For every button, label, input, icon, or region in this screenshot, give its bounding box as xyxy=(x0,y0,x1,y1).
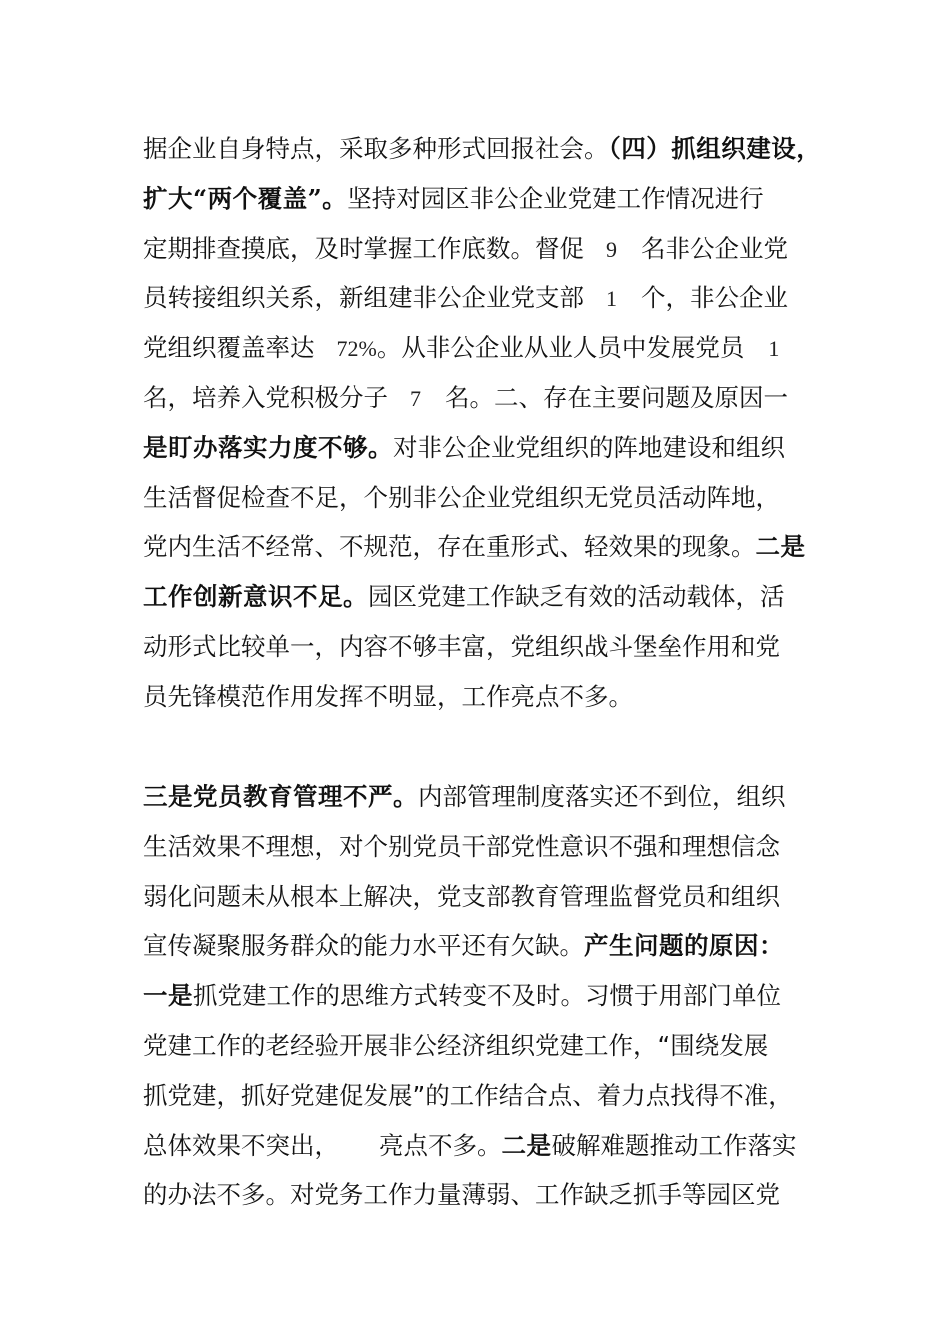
body-text: 对非公企业党组织的阵地建设和组织 xyxy=(393,432,785,462)
text-line-21 xyxy=(143,1170,811,1220)
text-line-19 xyxy=(143,1071,811,1121)
text-line-4 xyxy=(143,273,811,323)
text-line-17 xyxy=(143,971,811,1021)
body-text: 抓党建工作的思维方式转变不及时。习惯于用部门单位 xyxy=(193,981,781,1011)
paragraph-block-2 xyxy=(143,772,811,1220)
text-line-13 xyxy=(143,772,811,822)
text-line-16 xyxy=(143,921,811,971)
body-text: 员转接组织关系，新组建非公企业党支部 xyxy=(143,283,584,313)
text-line-6 xyxy=(143,373,811,423)
body-text: 生活督促检查不足，个别非公企业党组织无党员活动阵地， xyxy=(143,482,780,512)
text-line-8 xyxy=(143,473,811,523)
text-line-11 xyxy=(143,622,811,672)
bold-heading: 扩大“两个覆盖”。 xyxy=(143,183,348,213)
paragraph-block-1 xyxy=(143,124,822,722)
body-text: 的办法不多。对党务工作力量薄弱、工作缺乏抓手等园区党 xyxy=(143,1180,780,1210)
bold-heading: 产生问题的原因： xyxy=(584,931,784,961)
body-text: 据企业自身特点，采取多种形式回报社会。 xyxy=(143,134,609,163)
body-text: 名。二、存在主要问题及原因一 xyxy=(445,382,788,412)
text-line-12 xyxy=(143,672,811,722)
text-line-20 xyxy=(143,1121,811,1171)
text-line-9 xyxy=(143,522,811,572)
body-text: 定期排查摸底，及时掌握工作底数。督促 xyxy=(143,233,584,263)
bold-heading: 一是 xyxy=(143,981,193,1011)
number-value: 72% xyxy=(336,336,377,362)
body-text: 名，培养入党积极分子 xyxy=(143,382,388,412)
body-text: 抓党建，抓好党建促发展”的工作结合点、着力点找得不准， xyxy=(143,1080,793,1110)
text-line-7 xyxy=(143,423,811,473)
bold-heading: 二是 xyxy=(501,1130,552,1160)
body-text: 生活效果不理想，对个别党员干部党性意识不强和理想信念 xyxy=(143,831,780,861)
bold-heading: 三是党员教育管理不严。 xyxy=(143,782,418,811)
text-line-1 xyxy=(143,124,822,174)
bold-heading: 是盯办落实力度不够。 xyxy=(143,432,393,462)
body-text: 宣传凝聚服务群众的能力水平还有欠缺。 xyxy=(143,931,584,961)
text-line-3 xyxy=(143,224,811,274)
bold-heading: 工作创新意识不足。 xyxy=(143,582,368,612)
number-value: 1 xyxy=(768,336,780,362)
body-text: 名非公企业党 xyxy=(641,233,788,263)
body-text: 破解难题推动工作落实 xyxy=(551,1130,797,1160)
text-line-18 xyxy=(143,1021,811,1071)
text-line-2 xyxy=(143,174,811,224)
body-text: 园区党建工作缺乏有效的活动载体，活 xyxy=(368,582,785,612)
body-text: 动形式比较单一，内容不够丰富，党组织战斗堡垒作用和党 xyxy=(143,631,780,661)
bold-heading: （四）抓组织建设， xyxy=(608,134,822,163)
body-text: 总体效果不突出， xyxy=(143,1130,339,1160)
body-text: 弱化问题未从根本上解决，党支部教育管理监督党员和组织 xyxy=(143,881,780,911)
text-line-15 xyxy=(143,872,811,922)
text-line-14 xyxy=(143,822,811,872)
body-text: 亮点不多。 xyxy=(379,1130,502,1160)
body-text: 个，非公企业 xyxy=(641,283,788,313)
body-text: 党建工作的老经验开展非公经济组织党建工作，“围绕发展 xyxy=(143,1030,769,1060)
text-line-5 xyxy=(143,323,811,373)
number-value: 1 xyxy=(606,286,617,312)
body-text: 。从非公企业从业人员中发展党员 xyxy=(376,333,745,363)
body-text: 员先锋模范作用发挥不明显，工作亮点不多。 xyxy=(143,681,633,711)
bold-heading: 二是 xyxy=(755,532,806,562)
body-text: 坚持对园区非公企业党建工作情况进行 xyxy=(347,183,764,213)
number-value: 7 xyxy=(410,385,421,411)
number-value: 9 xyxy=(606,236,617,262)
body-text: 内部管理制度落实还不到位，组织 xyxy=(418,782,786,811)
body-text: 党内生活不经常、不规范，存在重形式、轻效果的现象。 xyxy=(143,532,756,562)
text-line-10 xyxy=(143,572,811,622)
body-text: 党组织覆盖率达 xyxy=(143,333,315,363)
